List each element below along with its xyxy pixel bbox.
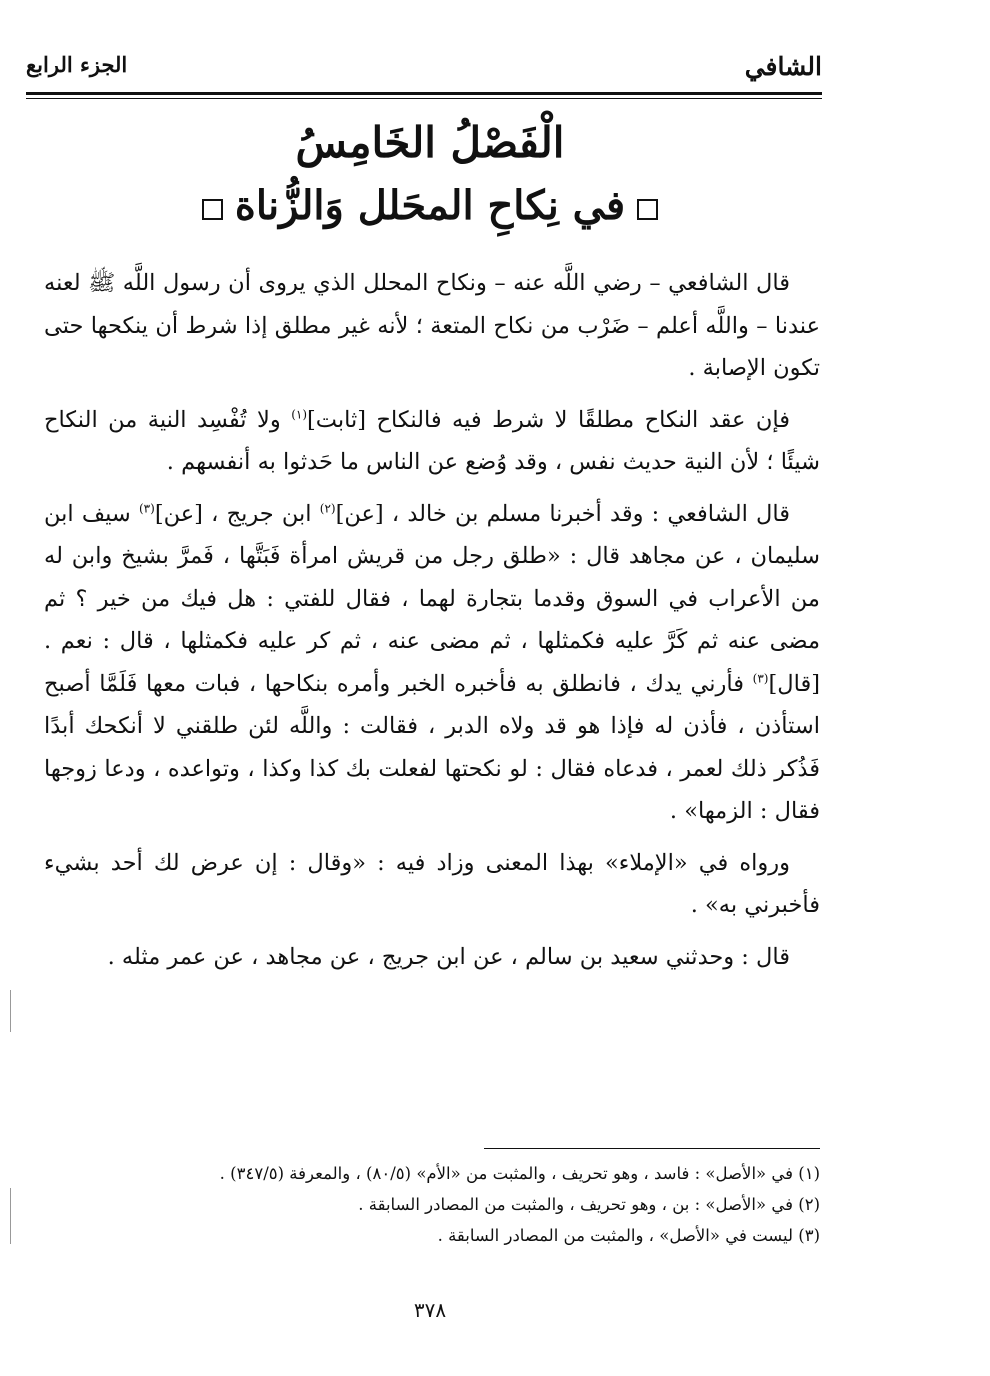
footnote-2: (٢) في «الأصل» : بن ، وهو تحريف ، والمثبت من المصادر السابقة . (358, 1195, 820, 1214)
footnote-marker-3b: (٣) (752, 671, 769, 685)
chapter-subtitle-line (0, 182, 860, 229)
volume-label: الجزء الرابع (26, 52, 128, 77)
paragraph-2-part-2: ولا تُفْسِد النية من النكاح شيئًا ؛ لأن النية حديث نفس ، وقد وُضع عن الناس ما حَدثوا به أنفسهم . (44, 406, 820, 475)
paragraph-1: قال الشافعي – رضي اللَّه عنه – ونكاح المحلل الذي يروى أن رسول اللَّه ﷺ لعنه عندنا – واللَّه أعلم – ضَرْب من نكاح المتعة ؛ لأنه غير مطلق إذا شرط أن ينكحها حتى تكون الإصابة . (44, 270, 820, 381)
footnote-separator (484, 1148, 820, 1149)
book-title: الشافي (744, 52, 822, 81)
header-rule-thin (26, 98, 822, 99)
ornament-box-right (637, 199, 658, 220)
paragraph-3-part-1: قال الشافعي : وقد أخبرنا مسلم بن خالد ، [عن] (335, 500, 790, 527)
chapter-subtitle: في نِكاحِ المحَلل وَالزُّناة (234, 182, 626, 229)
header-rule-thick (26, 92, 822, 95)
paragraph-3-part-3: سيف ابن سليمان ، عن مجاهد قال : «طلق رجل من قريش امرأة فَبَتَّها ، فَمرَّ بشيخ وابن له من الأعراب في السوق وقدما بتجارة لهما ، فقال للفتي : هل فيك من خير ؟ ثم مضى عنه ثم كَرَّ عليه فكمثلها ، ثم مضى عنه ، ثم كر عليه فكمثلها ، قال : نعم . [قال] (44, 500, 820, 697)
footnote-marker-3a: (٣) (138, 501, 155, 515)
paragraph-5: قال : وحدثني سعيد بن سالم ، عن ابن جريج ، عن مجاهد ، عن عمر مثله . (107, 943, 790, 970)
footnote-marker-1: (١) (291, 407, 308, 421)
paragraph-2 (44, 399, 820, 484)
paragraph-3 (44, 493, 820, 833)
footnote-1: (١) في «الأصل» : فاسد ، وهو تحريف ، والمثبت من «الأم» (٨٠/٥) ، والمعرفة (٣٤٧/٥) . (219, 1164, 820, 1183)
paragraph-3-part-4: فأرني يدك ، فانطلق به فأخبره الخبر وأمره بنكاحها ، فبات معها فَلَمَّا أصبح استأذن ، فأذن له فإذا هو قد ولاه الدبر ، فقالت : واللَّه لئن طلقني لا أنكحك أبدًا فَذُكر ذلك لعمر ، فدعاه فقال : لو نكحتها لفعلت بك كذا وكذا ، وتواعده ، ودعا زوجها فقال : الزمها» . (44, 670, 820, 824)
paragraph-4: ورواه في «الإملاء» بهذا المعنى وزاد فيه : «وقال : إن عرض لك أحد بشيء فأخبرني به» . (44, 849, 820, 918)
paragraph-2-part-1: فإن عقد النكاح مطلقًا لا شرط فيه فالنكاح [ثابت] (307, 406, 790, 433)
footnotes (44, 1158, 820, 1251)
page-number: ٣٧٨ (413, 1298, 447, 1322)
scan-margin-mark-1 (10, 990, 11, 1032)
chapter-title: الْفَصْلُ الخَامِسُ (295, 118, 565, 167)
ornament-box-left (202, 199, 223, 220)
main-text (44, 262, 820, 987)
paragraph-3-part-2: ابن جريج ، [عن] (154, 500, 320, 527)
footnote-marker-2: (٢) (319, 501, 336, 515)
scan-margin-mark-2 (10, 1188, 11, 1244)
footnote-3: (٣) ليست في «الأصل» ، والمثبت من المصادر السابقة . (437, 1226, 820, 1245)
running-header (26, 52, 822, 92)
